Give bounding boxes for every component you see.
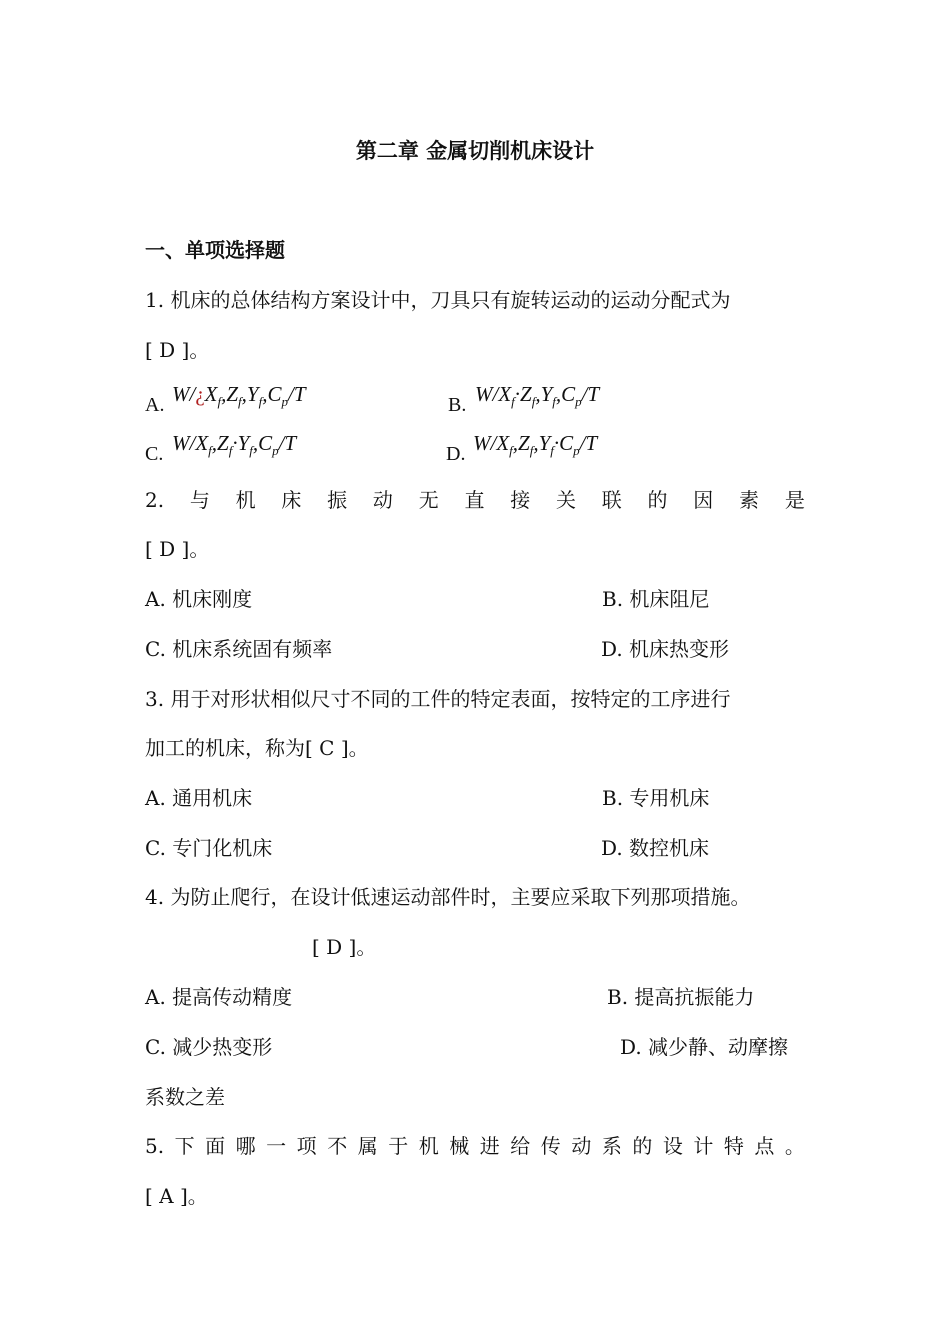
q3-option-a: A. 通用机床 xyxy=(145,786,253,810)
q2-option-c: C. 机床系统固有频率 xyxy=(145,637,333,661)
q3-option-b: B. 专用机床 xyxy=(602,786,710,810)
chapter-title: 第二章 金属切削机床设计 xyxy=(355,138,595,163)
question-2-text: 2. 与 机 床 振 动 无 直 接 关 联 的 因 素 是 xyxy=(145,488,805,512)
q1-option-b-formula: $W/X_f\cdot Z_f,Y_f,C_p/T$ xyxy=(475,382,600,409)
question-5-text: 5. 下 面 哪 一 项 不 属 于 机 械 进 给 传 动 系 的 设 计 特 点 。 xyxy=(145,1134,805,1158)
question-1-text: 1. 机床的总体结构方案设计中，刀具只有旋转运动的运动分配式为 xyxy=(145,288,731,312)
q4-option-b: B. 提高抗振能力 xyxy=(607,985,755,1009)
q3-option-c: C. 专门化机床 xyxy=(145,836,273,860)
question-4-text: 4. 为防止爬行，在设计低速运动部件时，主要应采取下列那项措施。 xyxy=(145,885,751,909)
q1-option-a-label: A. xyxy=(145,394,165,416)
question-4-answer: [ D ]。 xyxy=(312,935,377,959)
q2-option-a: A. 机床刚度 xyxy=(145,587,253,611)
q3-option-d: D. 数控机床 xyxy=(601,836,710,860)
question-3-text-cont: 加工的机床，称为[ C ]。 xyxy=(145,736,369,760)
q1-option-a-formula: $W/¿X_f,Z_f,Y_f,C_p/T$ xyxy=(172,382,306,409)
q2-option-b: B. 机床阻尼 xyxy=(602,587,710,611)
question-5-answer: [ A ]。 xyxy=(145,1184,208,1208)
q4-option-d: D. 减少静、动摩擦 xyxy=(620,1035,789,1059)
q1-option-b-label: B. xyxy=(448,394,467,416)
q4-option-a: A. 提高传动精度 xyxy=(145,985,293,1009)
question-3-text: 3. 用于对形状相似尺寸不同的工件的特定表面，按特定的工序进行 xyxy=(145,687,731,711)
q2-option-d: D. 机床热变形 xyxy=(601,637,730,661)
section-heading: 一、单项选择题 xyxy=(145,238,285,262)
q1-option-c-formula: $W/X_f,Z_f\cdot Y_f,C_p/T$ xyxy=(172,431,297,458)
q1-option-c-label: C. xyxy=(145,443,164,465)
q4-option-c: C. 减少热变形 xyxy=(145,1035,273,1059)
q4-option-d-continued: 系数之差 xyxy=(145,1085,225,1109)
q1-option-d-label: D. xyxy=(446,443,466,465)
question-2-answer: [ D ]。 xyxy=(145,537,210,561)
q1-option-d-formula: $W/X_f,Z_f,Y_f\cdot C_p/T$ xyxy=(473,431,598,458)
question-1-answer: [ D ]。 xyxy=(145,338,210,362)
